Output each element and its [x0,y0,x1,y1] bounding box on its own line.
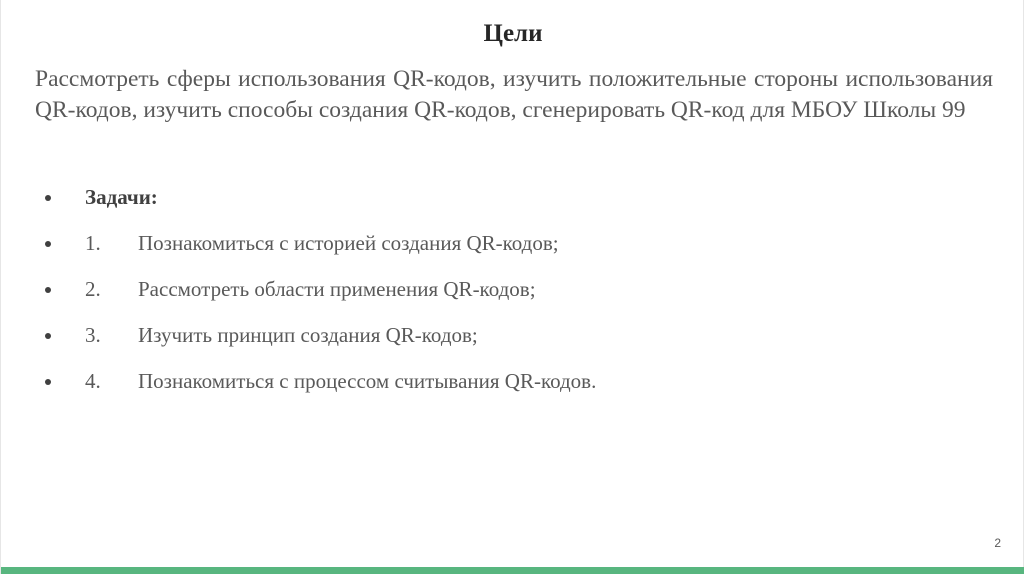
bullet-icon [45,333,51,339]
accent-bar [1,567,1024,574]
task-number: 3. [85,323,101,347]
task-number: 2. [85,277,101,301]
task-text: Познакомиться с процессом считывания QR-кодов. [138,369,597,393]
list-item [1,274,1024,320]
bullet-icon [45,241,51,247]
task-text: Познакомиться с историей создания QR-кодов; [138,231,559,255]
goals-paragraph: Рассмотреть сферы использования QR-кодов, изучить положительные стороны использования QR-кодов, изучить способы создания QR-кодов, сгенерировать QR-код для МБОУ Школы 99 [35,66,993,123]
task-number: 4. [85,369,101,393]
task-text: Рассмотреть области применения QR-кодов; [138,277,536,301]
tasks-heading: Задачи: [85,185,158,209]
list-item [1,182,1024,228]
bullet-icon [45,195,51,201]
bullet-icon [45,379,51,385]
bullet-icon [45,287,51,293]
list-item [1,228,1024,274]
page-number: 2 [994,536,1001,550]
list-item [1,366,1024,412]
task-list [1,182,1024,412]
task-number: 1. [85,231,101,255]
list-item [1,320,1024,366]
task-text: Изучить принцип создания QR-кодов; [138,323,478,347]
slide-title: Цели [483,20,543,47]
